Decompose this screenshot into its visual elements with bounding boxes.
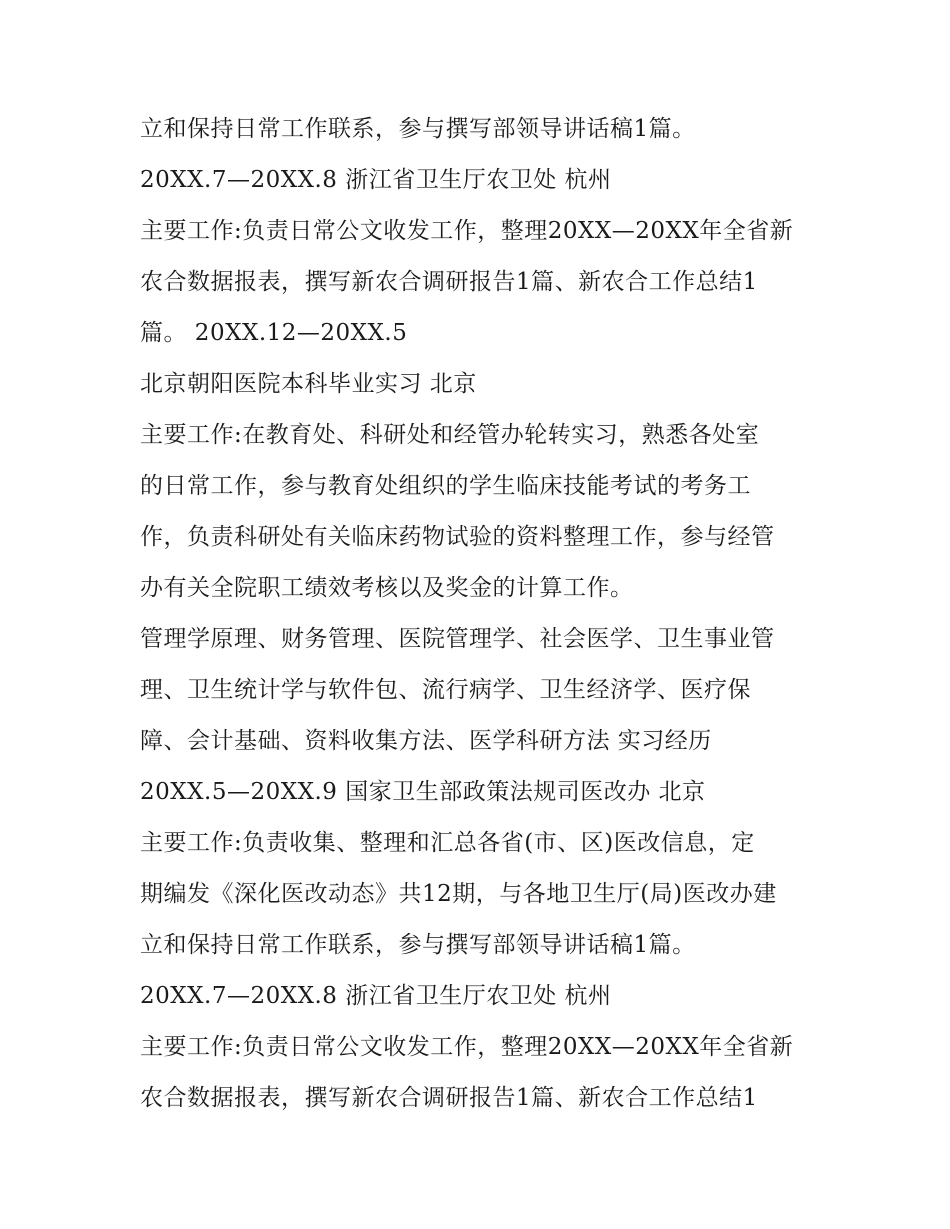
text-line: 的日常工作，参与教育处组织的学生临床技能考试的考务工 — [140, 473, 751, 499]
text-line: 20XX.7—20XX.8 浙江省卫生厅农卫处 杭州 — [140, 167, 612, 193]
text-line: 期编发《深化医改动态》共12期，与各地卫生厅(局)医改办建 — [140, 881, 777, 907]
text-line: 障、会计基础、资料收集方法、医学科研方法 实习经历 — [140, 728, 712, 754]
text-line: 主要工作:负责日常公文收发工作，整理20XX—20XX年全省新 — [140, 1034, 794, 1060]
text-line: 20XX.5—20XX.9 国家卫生部政策法规司医改办 北京 — [140, 779, 706, 805]
text-line: 立和保持日常工作联系，参与撰写部领导讲话稿1篇。 — [140, 932, 696, 958]
text-line: 20XX.7—20XX.8 浙江省卫生厅农卫处 杭州 — [140, 983, 612, 1009]
text-line: 主要工作:在教育处、科研处和经管办轮转实习，熟悉各处室 — [140, 422, 760, 448]
text-line: 北京朝阳医院本科毕业实习 北京 — [140, 371, 477, 397]
text-line: 办有关全院职工绩效考核以及奖金的计算工作。 — [140, 575, 634, 601]
text-line: 主要工作:负责收集、整理和汇总各省(市、区)医改信息，定 — [140, 830, 755, 856]
text-line: 立和保持日常工作联系，参与撰写部领导讲话稿1篇。 — [140, 116, 696, 142]
text-line: 农合数据报表，撰写新农合调研报告1篇、新农合工作总结1 — [140, 1085, 758, 1111]
text-line: 理、卫生统计学与软件包、流行病学、卫生经济学、医疗保 — [140, 677, 751, 703]
text-line: 篇。 20XX.12—20XX.5 — [140, 320, 408, 346]
text-line: 作，负责科研处有关临床药物试验的资料整理工作，参与经管 — [140, 524, 775, 550]
text-line: 农合数据报表，撰写新农合调研报告1篇、新农合工作总结1 — [140, 269, 758, 295]
text-line: 主要工作:负责日常公文收发工作，整理20XX—20XX年全省新 — [140, 218, 794, 244]
document-body — [140, 104, 820, 1124]
text-line: 管理学原理、财务管理、医院管理学、社会医学、卫生事业管 — [140, 626, 775, 652]
